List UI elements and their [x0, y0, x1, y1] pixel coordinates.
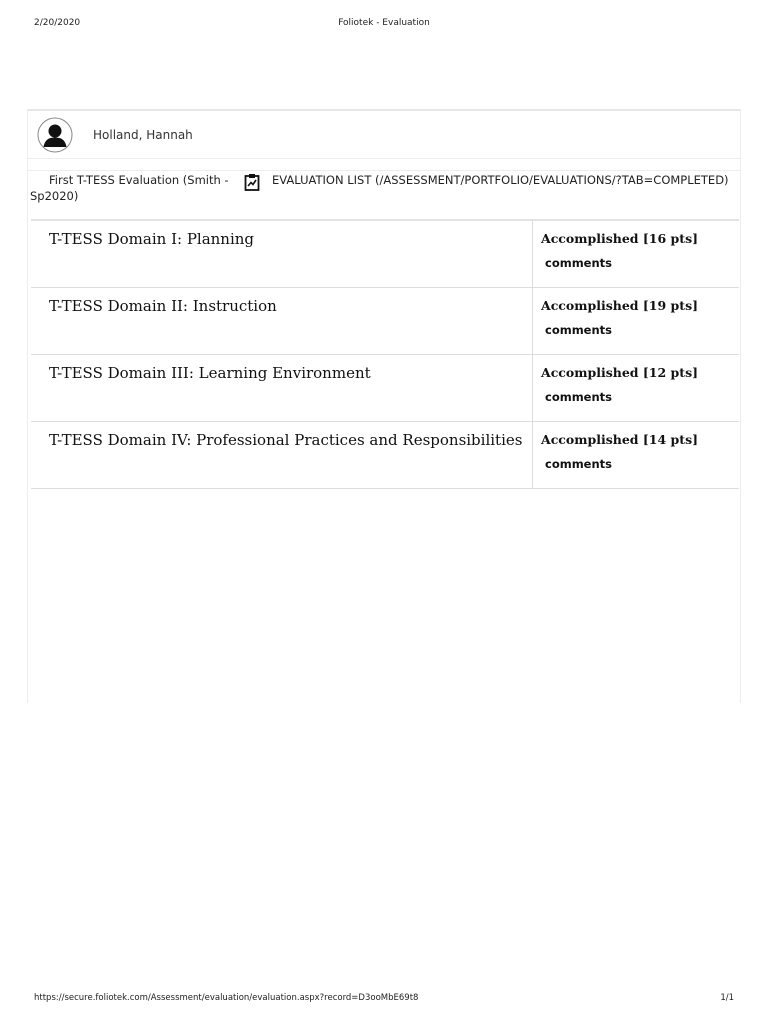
domain-name-cell [31, 354, 533, 421]
clipboard-chart-icon[interactable] [243, 173, 261, 191]
user-name: Holland, Hannah [93, 128, 193, 142]
domain-score: Accomplished [16 pts] [541, 231, 699, 246]
domain-score-cell [533, 220, 740, 287]
page-count: 1/1 [720, 993, 734, 1003]
domain-name: T-TESS Domain IV: Professional Practices and Responsibilities [49, 430, 523, 449]
domain-name: T-TESS Domain III: Learning Environment [49, 363, 371, 382]
domain-score: Accomplished [19 pts] [541, 297, 699, 313]
domain-score-cell [533, 287, 740, 354]
domain-score-cell [533, 354, 740, 421]
domain-name-cell [31, 421, 533, 488]
print-page-title: Foliotek - Evaluation [338, 18, 430, 28]
print-footer [0, 993, 768, 1007]
table-row [31, 354, 739, 421]
table-row [31, 287, 739, 354]
domain-score: Accomplished [12 pts] [541, 364, 699, 380]
print-header [0, 18, 768, 32]
print-url: https://secure.foliotek.com/Assessment/evaluation/evaluation.aspx?record=D3ooMbE69t8 [34, 993, 419, 1003]
domain-name: T-TESS Domain I: Planning [49, 230, 255, 248]
table-row [31, 421, 739, 488]
domain-name-cell [31, 220, 533, 287]
comments-link[interactable]: comments [545, 322, 613, 337]
comments-link[interactable]: comments [545, 256, 613, 270]
domain-name-cell [31, 287, 533, 354]
table-row [31, 220, 739, 287]
domain-score-cell [533, 421, 740, 488]
comments-link[interactable]: comments [545, 389, 613, 404]
evaluation-panel [27, 109, 741, 703]
evaluation-list-link[interactable]: EVALUATION LIST (/ASSESSMENT/PORTFOLIO/EVALUATIONS/?TAB=COMPLETED) [272, 173, 729, 187]
user-silhouette-icon [37, 117, 73, 153]
user-header [28, 111, 740, 159]
domain-name: T-TESS Domain II: Instruction [49, 296, 277, 315]
print-date: 2/20/2020 [34, 18, 81, 28]
domain-score: Accomplished [14 pts] [541, 431, 699, 447]
evaluation-header [28, 170, 740, 218]
domain-table [31, 219, 739, 489]
evaluation-title: First T-TESS Evaluation (Smith - Sp2020) [30, 173, 229, 203]
comments-link[interactable]: comments [545, 456, 613, 471]
